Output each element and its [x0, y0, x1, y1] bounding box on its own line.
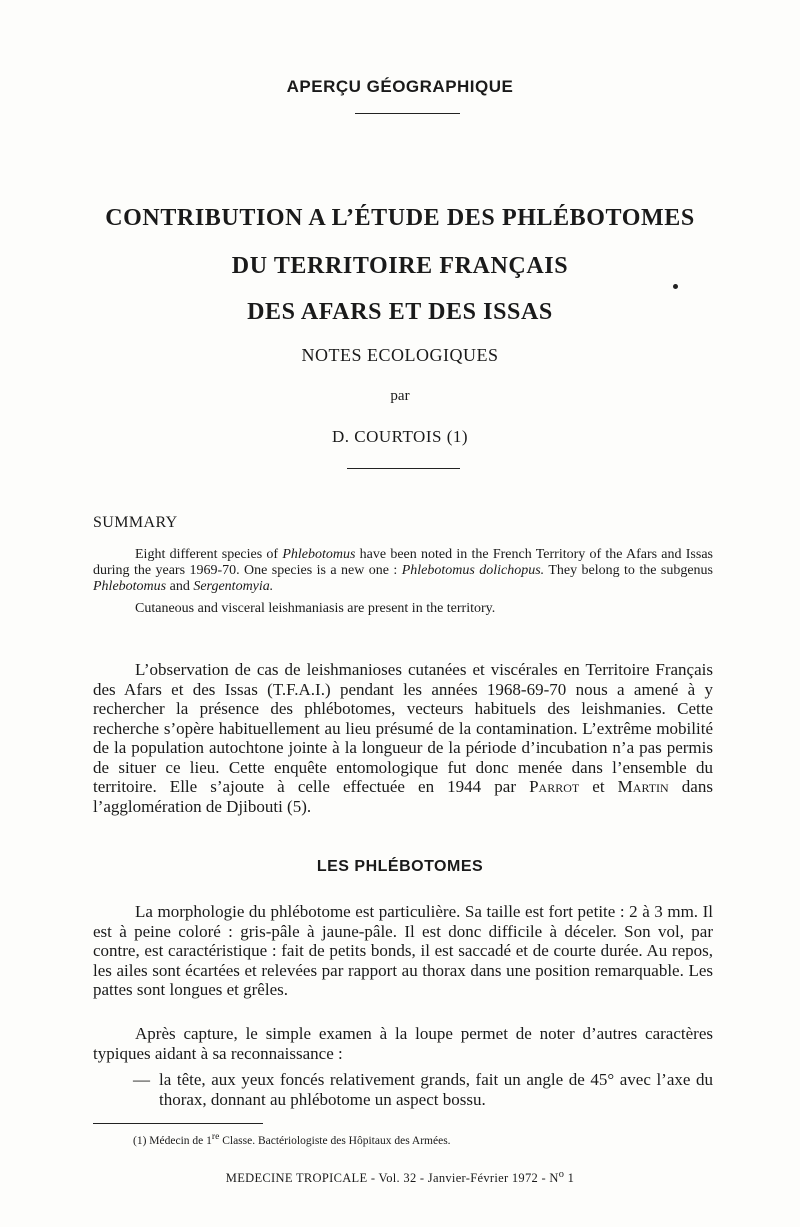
phlebotomes-heading: LES PHLÉBOTOMES — [316, 858, 484, 875]
summary-paragraph-2: Cutaneous and visceral leishmaniasis are present in the territory. — [135, 601, 496, 616]
capture-paragraph: Après capture, le simple examen à la loupe permet de noter d’autres caractères typiques aidant à sa reconnaissance : — [93, 1024, 713, 1063]
subtitle: NOTES ECOLOGIQUES — [301, 345, 499, 365]
title-line-1: CONTRIBUTION A L’ÉTUDE DES PHLÉBOTOMES — [105, 205, 695, 231]
morphology-paragraph: La morphologie du phlébotome est particulière. Sa taille est fort petite : 2 à 3 mm. Il est à peine coloré : gris-pâle à jaune-pâle. Il est donc difficile à déceler. Son vol, par contre, est caractéristique : fait de petits bonds, il est saccadé et de courte durée. Au repos, les ailes sont écartées et relevées par rapport au thorax dans une position remarquable. Les pattes sont longues et grêles. — [93, 902, 713, 999]
footnote-rule — [93, 1123, 263, 1124]
summary-heading: SUMMARY — [93, 514, 178, 531]
summary-text — [93, 547, 713, 617]
author: D. COURTOIS (1) — [331, 427, 469, 446]
list-item — [133, 1070, 713, 1109]
title-line-2: DU TERRITOIRE FRANÇAIS — [231, 253, 569, 279]
journal-footer: MEDECINE TROPICALE - Vol. 32 - Janvier-Février $1972 - N^o$ 1 — [225, 1169, 575, 1186]
summary-paragraph-1: Eight different species of Phlebotomus have been noted in the French Territory of the Afars and Issas during the years 1969-70. One species is a new one : Phlebotomus dolichopus. They belong to the subgenus Phlebotomus and Sergentomyia. — [93, 547, 713, 594]
by-line: par — [390, 388, 410, 404]
section-heading: APERÇU GÉOGRAPHIQUE — [286, 77, 514, 96]
list-dash: — — [133, 1070, 150, 1089]
footnote: (1) Médecin de 1re Classe. Bactériologiste des Hôpitaux des Armées. — [133, 1131, 451, 1147]
ink-dot — [673, 284, 678, 289]
section-rule — [355, 113, 460, 114]
title-line-3: DES AFARS ET DES ISSAS — [247, 299, 553, 325]
list-item-text: la tête, aux yeux foncés relativement grands, fait un angle de 45° avec l’axe du thorax, donnant au phlébotome un aspect bossu. — [159, 1070, 713, 1109]
intro-paragraph: L’observation de cas de leishmanioses cutanées et viscérales en Territoire Français des Afars et des Issas (T.F.A.I.) pendant les années 1968-69-70 nous a amené à y rechercher la présence des phlébotomes, vecteurs habituels des leishmanies. Cette recherche s’opère habituellement au lieu présumé de la contamination. L’extrême mobilité de la population autochtone jointe à la longueur de la période d’incubation n’a pas permis de situer ce lieu. Cette enquête entomologique fut donc menée dans l’ensemble du territoire. Elle s’ajoute à celle effectuée en 1944 par Parrot et Martin dans l’agglomération de Djibouti (5). — [93, 660, 713, 816]
author-rule — [347, 468, 460, 469]
